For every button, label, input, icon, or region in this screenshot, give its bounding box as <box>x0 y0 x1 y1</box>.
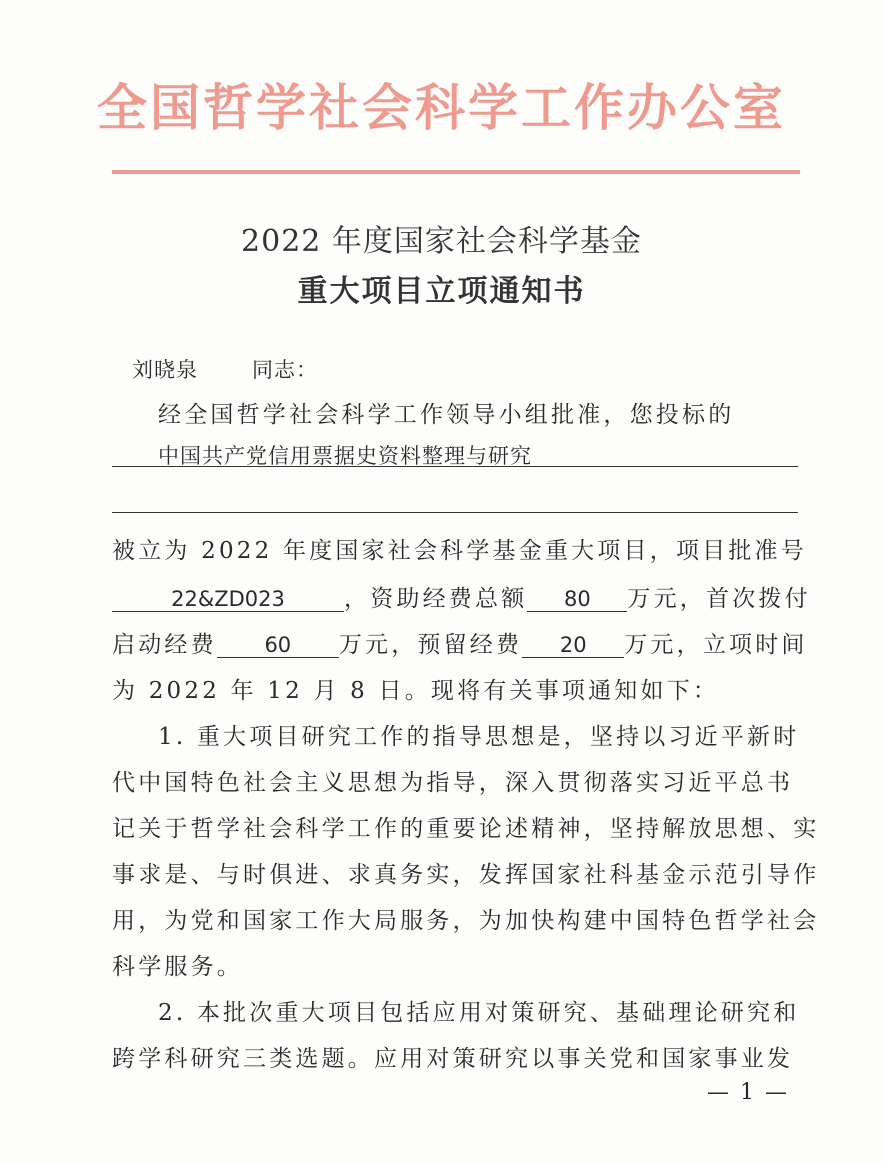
addressee-name: 刘晓泉 <box>132 358 198 382</box>
para2-line1: 2. 本批次重大项目包括应用对策研究、基础理论研究和 <box>158 1000 800 1026</box>
para2-line2: 跨学科研究三类选题。应用对策研究以事关党和国家事业发 <box>112 1046 794 1072</box>
intro-line: 经全国哲学社会科学工作领导小组批准，您投标的 <box>158 402 735 428</box>
approval-time-label: 万元，立项时间 <box>624 632 808 658</box>
addressee <box>132 354 318 384</box>
para1-line6: 科学服务。 <box>112 954 243 980</box>
project-name: 中国共产党信用票据史资料整理与研究 <box>158 444 532 468</box>
startup-label: 启动经费 <box>112 632 217 658</box>
project-name-field <box>112 436 798 467</box>
addressee-suffix: 同志： <box>252 358 318 382</box>
para1-line1: 1. 重大项目研究工作的指导思想是，坚持以习近平新时 <box>158 724 800 750</box>
para1-line3: 记关于哲学社会科学工作的重要论述精神，坚持解放思想、实 <box>112 816 820 842</box>
para1-line2: 代中国特色社会主义思想为指导，深入贯彻落实习近平总书 <box>112 770 794 796</box>
para1-line5: 用，为党和国家工作大局服务，为加快构建中国特色哲学社会 <box>112 908 820 934</box>
approved-text-line: 被立为 2022 年度国家社会科学基金重大项目，项目批准号 <box>112 538 807 564</box>
first-payment-label: 万元，首次拨付 <box>627 586 811 612</box>
approval-number: 22&ZD023 <box>112 588 344 612</box>
red-header-rule <box>112 170 800 174</box>
project-name-continuation-line <box>112 512 798 513</box>
total-funding: 80 <box>527 588 627 612</box>
total-funding-label: ，资助经费总额 <box>344 586 528 612</box>
funding-line <box>112 626 808 659</box>
para1-line4: 事求是、与时俱进、求真务实，发挥国家社科基金示范引导作 <box>112 862 820 888</box>
notice-title-line1: 2022 年度国家社会科学基金 <box>241 224 642 259</box>
page-number: — 1 — <box>707 1080 789 1105</box>
issuing-office-header: 全国哲学社会科学工作办公室 <box>97 78 786 137</box>
reserved-label: 万元，预留经费 <box>338 632 523 658</box>
reserved-funding: 20 <box>522 634 624 658</box>
startup-funding: 60 <box>217 634 339 658</box>
notice-title-line2: 重大项目立项通知书 <box>297 274 586 309</box>
date-line: 为 2022 年 12 月 8 日。现将有关事项通知如下： <box>112 678 720 704</box>
approval-number-line <box>112 580 811 613</box>
